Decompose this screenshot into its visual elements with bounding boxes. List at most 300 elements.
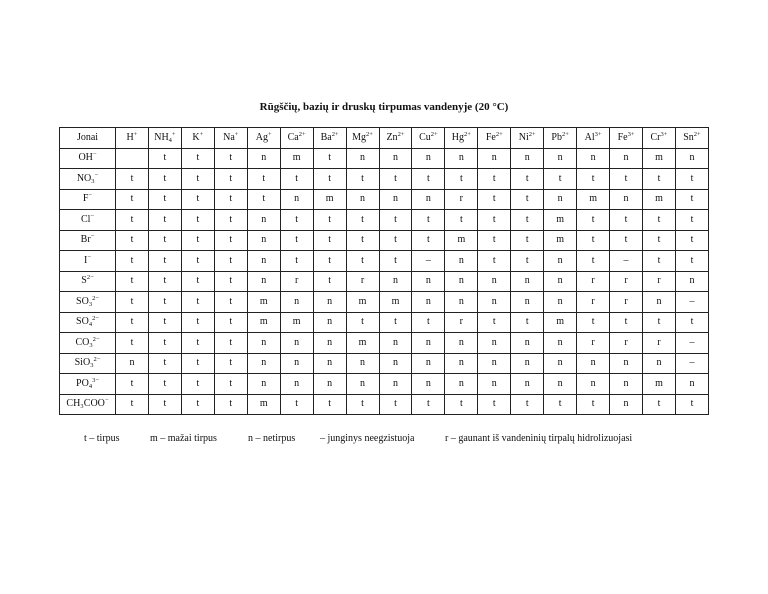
solubility-cell: t (181, 333, 214, 354)
solubility-cell: t (148, 230, 181, 251)
cation-charge: 3+ (627, 130, 635, 138)
solubility-cell: t (412, 210, 445, 231)
solubility-cell: t (610, 230, 643, 251)
solubility-cell: m (643, 374, 676, 395)
solubility-cell: r (610, 271, 643, 292)
cation-charge: + (171, 130, 176, 138)
anion-label (60, 394, 116, 415)
solubility-cell: t (346, 251, 379, 272)
solubility-cell: t (181, 230, 214, 251)
solubility-cell: m (247, 312, 280, 333)
solubility-cell: t (148, 189, 181, 210)
solubility-cell: n (247, 210, 280, 231)
solubility-cell: n (412, 189, 445, 210)
solubility-cell: t (643, 210, 676, 231)
cation-charge: 3+ (660, 130, 668, 138)
solubility-cell: t (247, 169, 280, 190)
document-title: Rūgščių, bazių ir druskų tirpumas vandenyje (20 °C) (259, 101, 509, 113)
cation-subscript: 4 (168, 136, 172, 144)
table-row (60, 189, 709, 210)
solubility-cell: n (412, 271, 445, 292)
anion-symbol: PO (76, 377, 89, 389)
solubility-cell: n (544, 148, 577, 169)
table-row (60, 148, 709, 169)
solubility-cell: t (148, 292, 181, 313)
solubility-cell: t (214, 353, 247, 374)
solubility-cell: n (346, 189, 379, 210)
solubility-cell: t (214, 292, 247, 313)
solubility-cell: n (610, 374, 643, 395)
solubility-cell: t (181, 394, 214, 415)
solubility-cell: t (379, 394, 412, 415)
solubility-cell: n (412, 292, 445, 313)
solubility-cell: n (544, 333, 577, 354)
table-row (60, 230, 709, 251)
table-row (60, 312, 709, 333)
cation-symbol: Al (584, 131, 595, 143)
cation-header (214, 128, 247, 149)
cation-header (346, 128, 379, 149)
anion-charge: − (87, 253, 91, 261)
solubility-cell: t (214, 312, 247, 333)
anion-charge: 2− (92, 294, 99, 302)
cation-symbol: NH (154, 131, 169, 143)
anion-symbol: SO (76, 316, 89, 328)
anion-label (60, 374, 116, 395)
solubility-cell: m (313, 189, 346, 210)
solubility-cell: n (511, 374, 544, 395)
solubility-cell: t (610, 169, 643, 190)
anion-charge: − (90, 212, 95, 220)
solubility-cell: n (313, 292, 346, 313)
anion-symbol: Cl (80, 213, 91, 225)
solubility-cell: n (346, 374, 379, 395)
anion-subscript: 4 (88, 382, 93, 390)
solubility-cell: n (478, 271, 511, 292)
solubility-cell: t (346, 230, 379, 251)
solubility-cell: t (116, 312, 149, 333)
cation-header (247, 128, 280, 149)
solubility-cell: n (346, 148, 379, 169)
solubility-cell: t (643, 394, 676, 415)
solubility-cell: n (313, 353, 346, 374)
solubility-cell: n (116, 353, 149, 374)
solubility-cell: t (577, 230, 610, 251)
solubility-cell: r (610, 333, 643, 354)
solubility-cell: n (379, 333, 412, 354)
solubility-cell: t (577, 394, 610, 415)
anion-label (60, 230, 116, 251)
solubility-cell: t (675, 169, 708, 190)
anion-symbol: SO (76, 295, 89, 307)
solubility-cell: t (214, 251, 247, 272)
anion-symbol: NO (76, 172, 92, 184)
solubility-cell: t (478, 312, 511, 333)
solubility-cell: n (313, 333, 346, 354)
solubility-cell: r (445, 189, 478, 210)
solubility-cell: t (478, 251, 511, 272)
solubility-cell: t (148, 251, 181, 272)
table-row (60, 271, 709, 292)
solubility-cell: – (412, 251, 445, 272)
solubility-cell: t (643, 312, 676, 333)
table-body (60, 148, 709, 415)
solubility-cell: t (313, 271, 346, 292)
cation-charge: 2+ (298, 130, 306, 138)
solubility-cell: t (511, 251, 544, 272)
solubility-cell: n (544, 292, 577, 313)
anion-label (60, 210, 116, 231)
cation-charge: 2+ (495, 130, 503, 138)
solubility-cell: t (214, 148, 247, 169)
solubility-cell: n (643, 292, 676, 313)
solubility-cell: t (313, 210, 346, 231)
anion-symbol: OH (78, 152, 93, 164)
cation-symbol: Sn (683, 131, 694, 143)
anion-charge: 2− (92, 335, 100, 343)
table-row (60, 251, 709, 272)
solubility-cell: t (478, 210, 511, 231)
legend-item-r: r – gaunant iš vandeninių tirpalų hidrolizuojasi (445, 433, 633, 444)
cation-symbol: Ba (320, 131, 332, 143)
solubility-cell: t (412, 230, 445, 251)
solubility-cell: t (643, 169, 676, 190)
solubility-cell: n (544, 374, 577, 395)
solubility-cell: m (379, 292, 412, 313)
cation-header (478, 128, 511, 149)
solubility-cell: t (116, 271, 149, 292)
solubility-cell: t (247, 189, 280, 210)
solubility-cell: – (675, 353, 708, 374)
cation-header (313, 128, 346, 149)
solubility-cell: n (445, 374, 478, 395)
solubility-cell: t (116, 292, 149, 313)
solubility-cell: n (247, 251, 280, 272)
solubility-cell: t (511, 230, 544, 251)
solubility-cell: n (412, 353, 445, 374)
solubility-cell: t (412, 169, 445, 190)
solubility-cell: t (511, 312, 544, 333)
solubility-cell: m (643, 189, 676, 210)
solubility-cell: m (544, 210, 577, 231)
solubility-cell: t (181, 353, 214, 374)
anion-label (60, 189, 116, 210)
table-row (60, 292, 709, 313)
cation-symbol: Ag (255, 131, 268, 143)
solubility-cell: n (577, 148, 610, 169)
solubility-cell: t (675, 210, 708, 231)
solubility-cell: n (445, 251, 478, 272)
solubility-cell: t (181, 292, 214, 313)
solubility-cell: n (478, 353, 511, 374)
solubility-cell: m (346, 292, 379, 313)
solubility-cell: t (379, 169, 412, 190)
solubility-cell: t (577, 210, 610, 231)
solubility-cell: t (181, 189, 214, 210)
solubility-cell: r (643, 333, 676, 354)
solubility-cell: t (346, 169, 379, 190)
solubility-cell: n (544, 251, 577, 272)
solubility-cell: t (214, 271, 247, 292)
cation-charge: 2+ (331, 130, 339, 138)
solubility-cell: t (148, 271, 181, 292)
solubility-cell: t (445, 394, 478, 415)
table-row (60, 374, 709, 395)
anion-charge: − (88, 192, 93, 200)
cation-header (445, 128, 478, 149)
cation-symbol: Ca (287, 131, 299, 143)
solubility-cell: t (675, 394, 708, 415)
solubility-cell: t (116, 333, 149, 354)
solubility-cell: n (511, 353, 544, 374)
solubility-cell: t (181, 312, 214, 333)
solubility-cell: n (675, 148, 708, 169)
solubility-cell: t (148, 312, 181, 333)
solubility-cell: t (478, 169, 511, 190)
cation-header (610, 128, 643, 149)
anion-label (60, 251, 116, 272)
cation-header (577, 128, 610, 149)
anion-symbol: SiO (74, 357, 91, 369)
solubility-cell: t (445, 210, 478, 231)
solubility-cell: – (675, 292, 708, 313)
anion-symbol: Br (80, 234, 91, 246)
anion-charge: − (94, 171, 99, 179)
solubility-cell: n (412, 333, 445, 354)
cation-charge: 2+ (366, 130, 373, 138)
solubility-cell: n (247, 148, 280, 169)
solubility-cell: n (445, 271, 478, 292)
solubility-cell: n (577, 353, 610, 374)
solubility-cell: n (577, 374, 610, 395)
solubility-cell: n (280, 292, 313, 313)
solubility-cell: t (379, 251, 412, 272)
cation-symbol: Na (223, 131, 235, 143)
solubility-cell: t (379, 230, 412, 251)
solubility-cell: n (478, 292, 511, 313)
cation-symbol: Cr (650, 131, 661, 143)
solubility-cell: n (379, 353, 412, 374)
cation-symbol: Mg (352, 131, 367, 143)
anion-subscript: 3 (89, 341, 93, 349)
legend-item-m: m – mažai tirpus (150, 433, 217, 444)
cation-symbol: Pb (551, 131, 562, 143)
solubility-cell: n (511, 292, 544, 313)
anion-symbol: CO (75, 336, 90, 348)
cation-symbol: K (192, 131, 200, 143)
solubility-cell: t (280, 169, 313, 190)
cation-header (148, 128, 181, 149)
solubility-cell: t (675, 230, 708, 251)
solubility-cell: n (280, 374, 313, 395)
cation-charge: + (268, 130, 272, 138)
solubility-cell: t (280, 251, 313, 272)
solubility-cell: n (379, 189, 412, 210)
cation-header (181, 128, 214, 149)
solubility-cell: t (610, 312, 643, 333)
solubility-cell: t (181, 374, 214, 395)
legend-item-dash: – junginys neegzistuoja (320, 433, 415, 444)
anion-label (60, 333, 116, 354)
solubility-cell: m (577, 189, 610, 210)
cation-header (643, 128, 676, 149)
solubility-cell: n (610, 353, 643, 374)
solubility-cell: m (280, 148, 313, 169)
solubility-cell: t (511, 394, 544, 415)
cation-header (675, 128, 708, 149)
solubility-cell: m (445, 230, 478, 251)
solubility-cell: t (181, 210, 214, 231)
table-header-row (60, 128, 709, 149)
table-row (60, 394, 709, 415)
solubility-cell: t (577, 312, 610, 333)
solubility-cell: t (313, 230, 346, 251)
anion-subscript: 4 (88, 321, 93, 329)
solubility-cell: m (346, 333, 379, 354)
solubility-cell: t (511, 169, 544, 190)
solubility-cell: n (346, 353, 379, 374)
solubility-cell: t (116, 394, 149, 415)
solubility-cell: m (544, 312, 577, 333)
solubility-cell: n (675, 374, 708, 395)
cation-charge: + (133, 130, 138, 138)
solubility-cell: t (148, 394, 181, 415)
legend-item-n: n – netirpus (248, 433, 296, 444)
anion-charge: − (90, 233, 95, 241)
cation-symbol: Fe (617, 131, 628, 143)
solubility-cell: n (247, 271, 280, 292)
solubility-cell: t (313, 148, 346, 169)
table-row (60, 353, 709, 374)
solubility-cell: r (445, 312, 478, 333)
solubility-cell: t (214, 374, 247, 395)
solubility-cell: t (148, 148, 181, 169)
solubility-cell: t (511, 210, 544, 231)
solubility-cell: n (643, 353, 676, 374)
solubility-cell: t (412, 312, 445, 333)
solubility-cell: n (412, 374, 445, 395)
solubility-cell: n (610, 189, 643, 210)
solubility-cell: t (214, 189, 247, 210)
solubility-cell: n (379, 148, 412, 169)
solubility-cell: t (214, 210, 247, 231)
solubility-cell: t (577, 251, 610, 272)
cation-header (280, 128, 313, 149)
solubility-cell: n (247, 333, 280, 354)
solubility-cell: n (445, 148, 478, 169)
solubility-cell: t (280, 210, 313, 231)
solubility-cell: t (148, 210, 181, 231)
anion-charge: − (104, 397, 109, 405)
cation-header (544, 128, 577, 149)
solubility-cell: n (544, 189, 577, 210)
cation-charge: 3+ (594, 130, 602, 138)
anion-charge: − (92, 151, 97, 159)
cation-charge: 2+ (528, 130, 536, 138)
legend-item-t: t – tirpus (84, 433, 120, 444)
solubility-cell: n (675, 271, 708, 292)
solubility-cell: m (643, 148, 676, 169)
solubility-cell: n (280, 333, 313, 354)
table-row (60, 333, 709, 354)
solubility-cell: n (511, 271, 544, 292)
solubility-cell: t (181, 148, 214, 169)
solubility-cell: m (280, 312, 313, 333)
solubility-cell: t (116, 189, 149, 210)
solubility-cell: t (116, 230, 149, 251)
anion-label (60, 271, 116, 292)
solubility-cell: n (379, 271, 412, 292)
solubility-cell: t (280, 394, 313, 415)
solubility-cell: t (478, 230, 511, 251)
legend (0, 433, 768, 447)
anion-subscript: 3 (90, 362, 94, 370)
solubility-cell: n (412, 148, 445, 169)
solubility-cell: t (643, 251, 676, 272)
solubility-cell: n (478, 148, 511, 169)
anion-subscript: 3 (91, 177, 95, 185)
cation-charge: + (199, 130, 204, 138)
solubility-cell: t (313, 251, 346, 272)
corner-cell: Jonai (60, 128, 116, 149)
solubility-cell: n (247, 230, 280, 251)
anion-label (60, 169, 116, 190)
solubility-cell: m (247, 292, 280, 313)
anion-label (60, 292, 116, 313)
solubility-cell: t (148, 169, 181, 190)
solubility-cell: t (346, 210, 379, 231)
solubility-cell: n (478, 333, 511, 354)
anion-symbol: CH₃COO (66, 398, 105, 410)
solubility-cell: r (577, 333, 610, 354)
solubility-cell: n (511, 148, 544, 169)
solubility-cell: n (445, 333, 478, 354)
solubility-cell: n (445, 353, 478, 374)
solubility-cell: t (577, 169, 610, 190)
solubility-cell: t (181, 271, 214, 292)
anion-label (60, 353, 116, 374)
anion-label (60, 312, 116, 333)
solubility-cell: t (214, 230, 247, 251)
solubility-cell: t (214, 333, 247, 354)
solubility-cell: – (675, 333, 708, 354)
anion-charge: 2− (86, 274, 94, 282)
solubility-cell: r (577, 292, 610, 313)
cation-charge: + (234, 130, 239, 138)
cation-symbol: Hg (451, 131, 464, 143)
anion-symbol: F (82, 193, 89, 205)
solubility-cell: t (412, 394, 445, 415)
solubility-cell: t (148, 374, 181, 395)
anion-symbol: S (81, 275, 87, 287)
solubility-cell: t (346, 394, 379, 415)
solubility-cell: t (313, 394, 346, 415)
solubility-cell: t (313, 169, 346, 190)
solubility-cell: t (544, 169, 577, 190)
solubility-cell: n (247, 353, 280, 374)
cation-symbol: Zn (386, 131, 398, 143)
solubility-cell: n (313, 374, 346, 395)
solubility-cell: t (675, 251, 708, 272)
solubility-cell (116, 148, 149, 169)
solubility-cell: n (280, 189, 313, 210)
anion-subscript: 3 (88, 300, 93, 308)
cation-charge: 2+ (430, 130, 438, 138)
anion-charge: 2− (93, 356, 101, 364)
solubility-cell: t (346, 312, 379, 333)
solubility-cell: n (280, 353, 313, 374)
solubility-cell: r (280, 271, 313, 292)
